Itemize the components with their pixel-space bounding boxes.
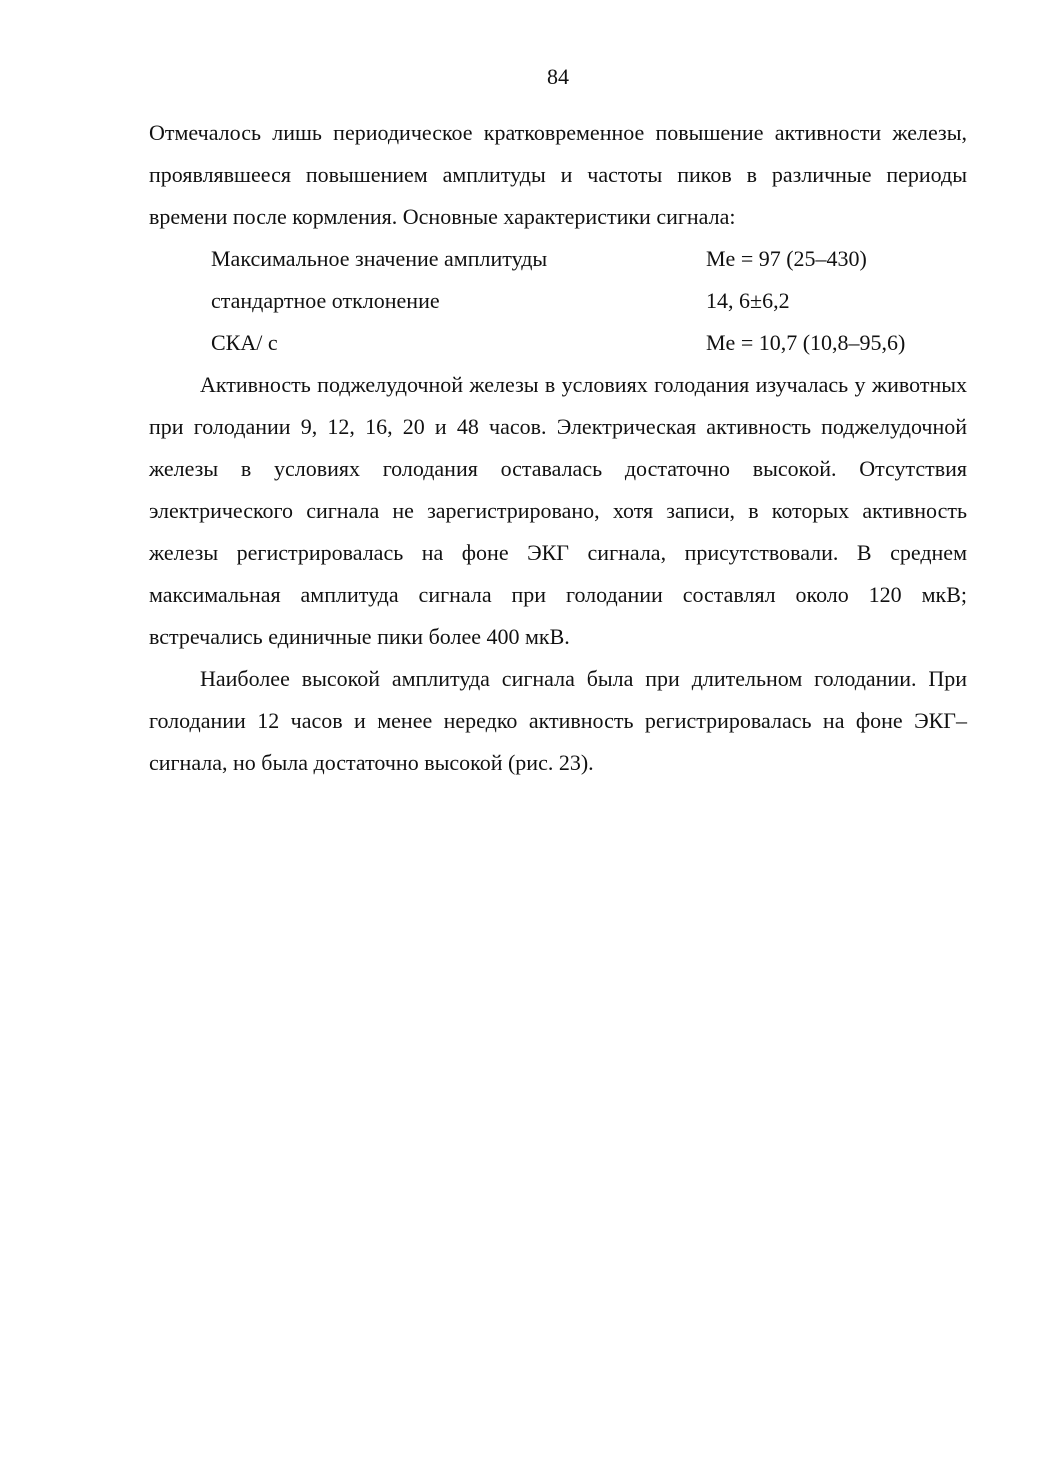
- stat-label: СКА/ с: [211, 330, 278, 355]
- intro-paragraph: Отмечалось лишь периодическое кратковременное повышение активности железы, проявлявшееся повышением амплитуды и частоты пиков в различные периоды времени после кормления. Основные характеристики сигнала:: [149, 120, 967, 229]
- page-number: 84: [547, 64, 569, 89]
- fasting-activity-paragraph: Активность поджелудочной железы в условиях голодания изучалась у животных при голодании 9, 12, 16, 20 и 48 часов. Электрическая активность поджелудочной железы в условиях голодания оставалась достаточно высокой. Отсутствия электрического сигнала не зарегистрировано, хотя записи, в которых активность железы регистрировалась на фоне ЭКГ сигнала, присутствовали. В среднем максимальная амплитуда сигнала при голодании составлял около 120 мкВ; встречались единичные пики более 400 мкВ.: [149, 372, 967, 649]
- stat-value: Me = 10,7 (10,8–95,6): [706, 330, 906, 355]
- stat-value: 14, 6±6,2: [706, 288, 790, 313]
- stat-label: стандартное отклонение: [211, 288, 440, 313]
- stat-row-std-deviation: [211, 280, 967, 322]
- page-body: [149, 112, 967, 784]
- long-fasting-paragraph: Наиболее высокой амплитуда сигнала была при длительном голодании. При голодании 12 часов и менее нередко активность регистрировалась на фоне ЭКГ–сигнала, но была достаточно высокой (рис. 23).: [149, 666, 967, 775]
- stat-row-max-amplitude: [211, 238, 967, 280]
- signal-characteristics-list: [211, 238, 967, 364]
- stat-label: Максимальное значение амплитуды: [211, 246, 548, 271]
- stat-row-ska: [211, 322, 967, 364]
- stat-value: Me = 97 (25–430): [706, 246, 867, 271]
